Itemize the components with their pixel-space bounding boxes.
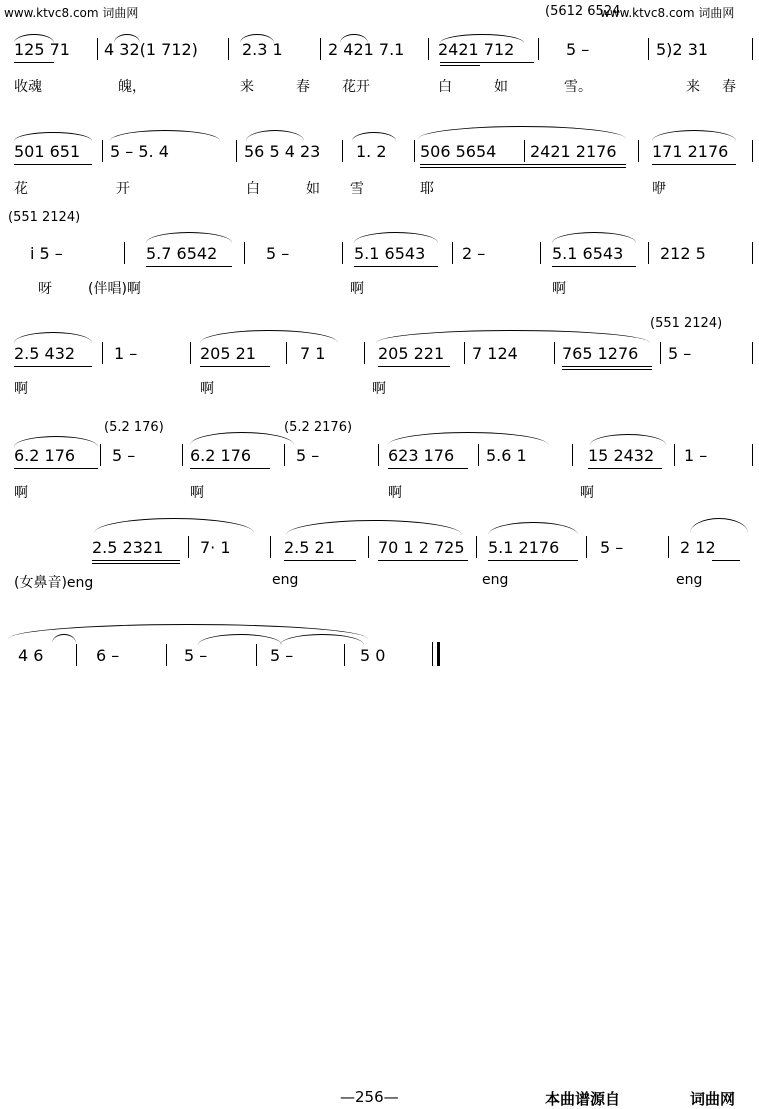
measure: 765 1276 bbox=[562, 344, 639, 363]
measure: 5 – bbox=[184, 646, 208, 665]
measure: 5 – 5. 4 bbox=[110, 142, 169, 161]
measure: 2.5 21 bbox=[284, 538, 335, 557]
measure: 4 32(1 712) bbox=[104, 40, 198, 59]
measure: 5.1 6543 bbox=[354, 244, 426, 263]
lyric: 啊 bbox=[372, 381, 386, 397]
lyric: 收魂 bbox=[14, 79, 42, 95]
measure: 5 – bbox=[296, 446, 320, 465]
lyric: (女鼻音)eng bbox=[14, 575, 94, 591]
watermark-top-right: www.ktvc8.com 词曲网 bbox=[600, 6, 735, 20]
lyric: 耶 bbox=[420, 181, 434, 197]
bracket-annotation: (5612 6524 bbox=[545, 4, 621, 19]
lyric: eng bbox=[272, 572, 299, 588]
measure: 2421 2176 bbox=[530, 142, 617, 161]
lyric: 如 bbox=[306, 181, 320, 197]
measure: 1 – bbox=[114, 344, 138, 363]
measure: 1 – bbox=[684, 446, 708, 465]
bracket-annotation: (5.2 176) bbox=[104, 420, 164, 435]
measure: 70 1 2 725 bbox=[378, 538, 465, 557]
measure: 7 124 bbox=[472, 344, 518, 363]
lyric: 啊 bbox=[14, 381, 28, 397]
measure: 2.5 432 bbox=[14, 344, 76, 363]
measure: 5 – bbox=[600, 538, 624, 557]
lyric: 啊 bbox=[350, 281, 364, 297]
measure: 5 – bbox=[112, 446, 136, 465]
measure: 205 21 bbox=[200, 344, 256, 363]
lyric: eng bbox=[676, 572, 703, 588]
measure: 5.1 2176 bbox=[488, 538, 560, 557]
bracket-annotation: (551 2124) bbox=[8, 210, 81, 225]
measure: 4 6 bbox=[18, 646, 44, 665]
lyric: 啊 bbox=[552, 281, 566, 297]
lyric: 咿 bbox=[652, 181, 666, 197]
measure: 2 – bbox=[462, 244, 486, 263]
measure: 2421 712 bbox=[438, 40, 515, 59]
lyric: 花 bbox=[14, 181, 28, 197]
measure: i 5 – bbox=[30, 244, 63, 263]
lyric: 如 bbox=[494, 79, 508, 95]
lyric: 雪。 bbox=[564, 79, 592, 95]
lyric: 春 bbox=[296, 79, 310, 95]
measure: 501 651 bbox=[14, 142, 81, 161]
lyric: 春 bbox=[722, 79, 736, 95]
measure: 5 – bbox=[566, 40, 590, 59]
measure: 205 221 bbox=[378, 344, 445, 363]
measure: 15 2432 bbox=[588, 446, 655, 465]
measure: 5)2 31 bbox=[656, 40, 709, 59]
lyric: 魄， bbox=[118, 79, 146, 95]
measure: 623 176 bbox=[388, 446, 455, 465]
bracket-annotation: (5.2 2176) bbox=[284, 420, 353, 435]
measure: 7· 1 bbox=[200, 538, 231, 557]
lyric: 啊 bbox=[190, 485, 204, 501]
measure: 5.7 6542 bbox=[146, 244, 218, 263]
page-number: —256— bbox=[340, 1088, 399, 1106]
lyric: 花开 bbox=[342, 79, 370, 95]
measure: 171 2176 bbox=[652, 142, 729, 161]
watermark-top-left: www.ktvc8.com 词曲网 bbox=[4, 6, 139, 20]
measure: 6.2 176 bbox=[14, 446, 76, 465]
measure: 5 – bbox=[266, 244, 290, 263]
lyric: 啊 bbox=[14, 485, 28, 501]
lyric: 啊 bbox=[388, 485, 402, 501]
site-name: 词曲网 bbox=[690, 1090, 736, 1108]
lyric: 来 bbox=[240, 79, 254, 95]
measure: 2.5 2321 bbox=[92, 538, 164, 557]
source-text: 本曲谱源自 bbox=[545, 1090, 621, 1108]
measure: 506 5654 bbox=[420, 142, 497, 161]
bracket-annotation: (551 2124) bbox=[650, 316, 723, 331]
measure: 56 5 4 23 bbox=[244, 142, 321, 161]
lyric: 白 bbox=[438, 79, 452, 95]
measure: 6.2 176 bbox=[190, 446, 252, 465]
measure: 5.6 1 bbox=[486, 446, 527, 465]
measure: 7 1 bbox=[300, 344, 326, 363]
measure: 5 – bbox=[668, 344, 692, 363]
lyric: 啊 bbox=[580, 485, 594, 501]
measure: 2.3 1 bbox=[242, 40, 283, 59]
lyric: eng bbox=[482, 572, 509, 588]
measure: 1. 2 bbox=[356, 142, 387, 161]
lyric: 呀 bbox=[38, 281, 52, 297]
measure: 5 0 bbox=[360, 646, 386, 665]
measure: 5 – bbox=[270, 646, 294, 665]
lyric: 白 bbox=[246, 181, 260, 197]
lyric: 来 bbox=[686, 79, 700, 95]
lyric: 雪 bbox=[350, 181, 364, 197]
measure: 6 – bbox=[96, 646, 120, 665]
measure: 212 5 bbox=[660, 244, 706, 263]
measure: 5.1 6543 bbox=[552, 244, 624, 263]
measure: 125 71 bbox=[14, 40, 70, 59]
lyric: 开 bbox=[116, 181, 130, 197]
measure: 2 421 7.1 bbox=[328, 40, 405, 59]
measure: 2 12 bbox=[680, 538, 716, 557]
lyric: 啊 bbox=[200, 381, 214, 397]
lyric: (伴唱)啊 bbox=[88, 281, 141, 297]
